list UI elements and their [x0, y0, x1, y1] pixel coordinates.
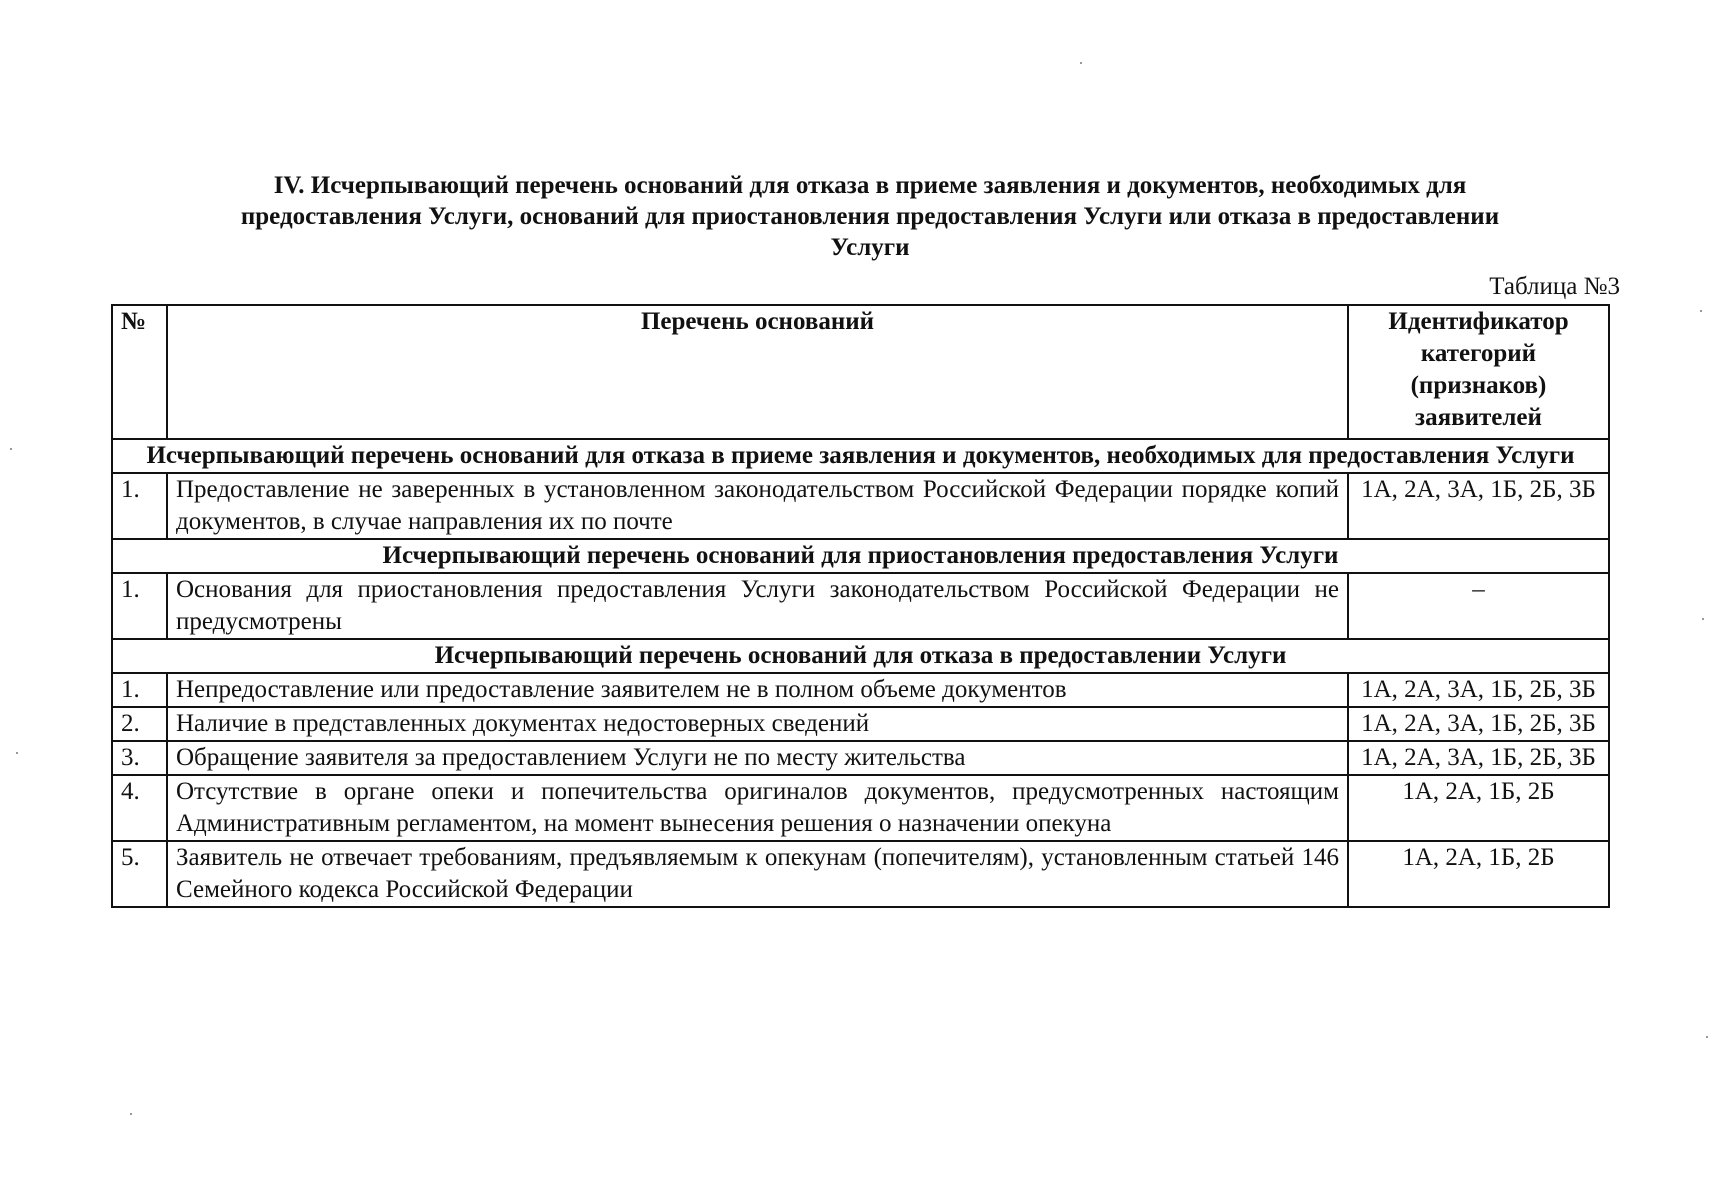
scan-speck: [1700, 310, 1702, 312]
row-ground-text: Предоставление не заверенных в установленном законодательством Российской Федерации порядке копий документов, в случае направления их по почте: [167, 473, 1348, 539]
heading-line-1: IV. Исчерпывающий перечень оснований для отказа в приеме заявления и документов, необходимых для: [273, 172, 1467, 199]
section-row: [112, 439, 1609, 473]
row-category-ids: 1А, 2А, 3А, 1Б, 2Б, 3Б: [1348, 707, 1609, 741]
row-category-ids: 1А, 2А, 3А, 1Б, 2Б, 3Б: [1348, 673, 1609, 707]
row-ground-text: Отсутствие в органе опеки и попечительства оригиналов документов, предусмотренных настоящим Административным регламентом, на момент вынесения решения о назначении опекуна: [167, 775, 1348, 841]
section-title-suspension: Исчерпывающий перечень оснований для приостановления предоставления Услуги: [112, 539, 1609, 573]
header-grounds-list: Перечень оснований: [167, 305, 1348, 439]
table-row: [112, 473, 1609, 539]
row-ground-text: Обращение заявителя за предоставлением Услуги не по месту жительства: [167, 741, 1348, 775]
table-number-label: Таблица №3: [1489, 273, 1620, 300]
row-number: 1.: [112, 573, 167, 639]
row-category-ids: –: [1348, 573, 1609, 639]
table-row: [112, 741, 1609, 775]
grounds-table: [111, 304, 1610, 908]
table-header-row: [112, 305, 1609, 439]
row-category-ids: 1А, 2А, 1Б, 2Б: [1348, 841, 1609, 907]
header-number: №: [112, 305, 167, 439]
row-number: 4.: [112, 775, 167, 841]
header-applicant-category-id: Идентификатор категорий (признаков) заявителей: [1348, 305, 1609, 439]
row-number: 5.: [112, 841, 167, 907]
table-row: [112, 573, 1609, 639]
table-row: [112, 775, 1609, 841]
row-ground-text: Основания для приостановления предоставления Услуги законодательством Российской Федерации не предусмотрены: [167, 573, 1348, 639]
scan-speck: [130, 1113, 132, 1115]
row-number: 3.: [112, 741, 167, 775]
table-row: [112, 707, 1609, 741]
row-category-ids: 1А, 2А, 1Б, 2Б: [1348, 775, 1609, 841]
row-category-ids: 1А, 2А, 3А, 1Б, 2Б, 3Б: [1348, 741, 1609, 775]
row-number: 2.: [112, 707, 167, 741]
table-row: [112, 841, 1609, 907]
scan-speck: [1702, 618, 1704, 620]
section-title-refusal-service: Исчерпывающий перечень оснований для отказа в предоставлении Услуги: [112, 639, 1609, 673]
row-ground-text: Наличие в представленных документах недостоверных сведений: [167, 707, 1348, 741]
section-row: [112, 639, 1609, 673]
table-row: [112, 673, 1609, 707]
row-category-ids: 1А, 2А, 3А, 1Б, 2Б, 3Б: [1348, 473, 1609, 539]
heading-line-3: Услуги: [830, 234, 910, 261]
row-ground-text: Заявитель не отвечает требованиям, предъявляемым к опекунам (попечителям), установленным статьей 146 Семейного кодекса Российской Федерации: [167, 841, 1348, 907]
scan-speck: [1706, 1036, 1708, 1038]
row-number: 1.: [112, 473, 167, 539]
scan-speck: [10, 448, 12, 450]
scan-speck: [1080, 62, 1082, 64]
heading-line-2: предоставления Услуги, оснований для приостановления предоставления Услуги или отказа в предоставлении: [240, 203, 1500, 230]
section-title-refusal-acceptance: Исчерпывающий перечень оснований для отказа в приеме заявления и документов, необходимых для предоставления Услуги: [112, 439, 1609, 473]
row-number: 1.: [112, 673, 167, 707]
row-ground-text: Непредоставление или предоставление заявителем не в полном объеме документов: [167, 673, 1348, 707]
section-row: [112, 539, 1609, 573]
scan-speck: [16, 752, 18, 754]
section-heading: [130, 170, 1610, 263]
